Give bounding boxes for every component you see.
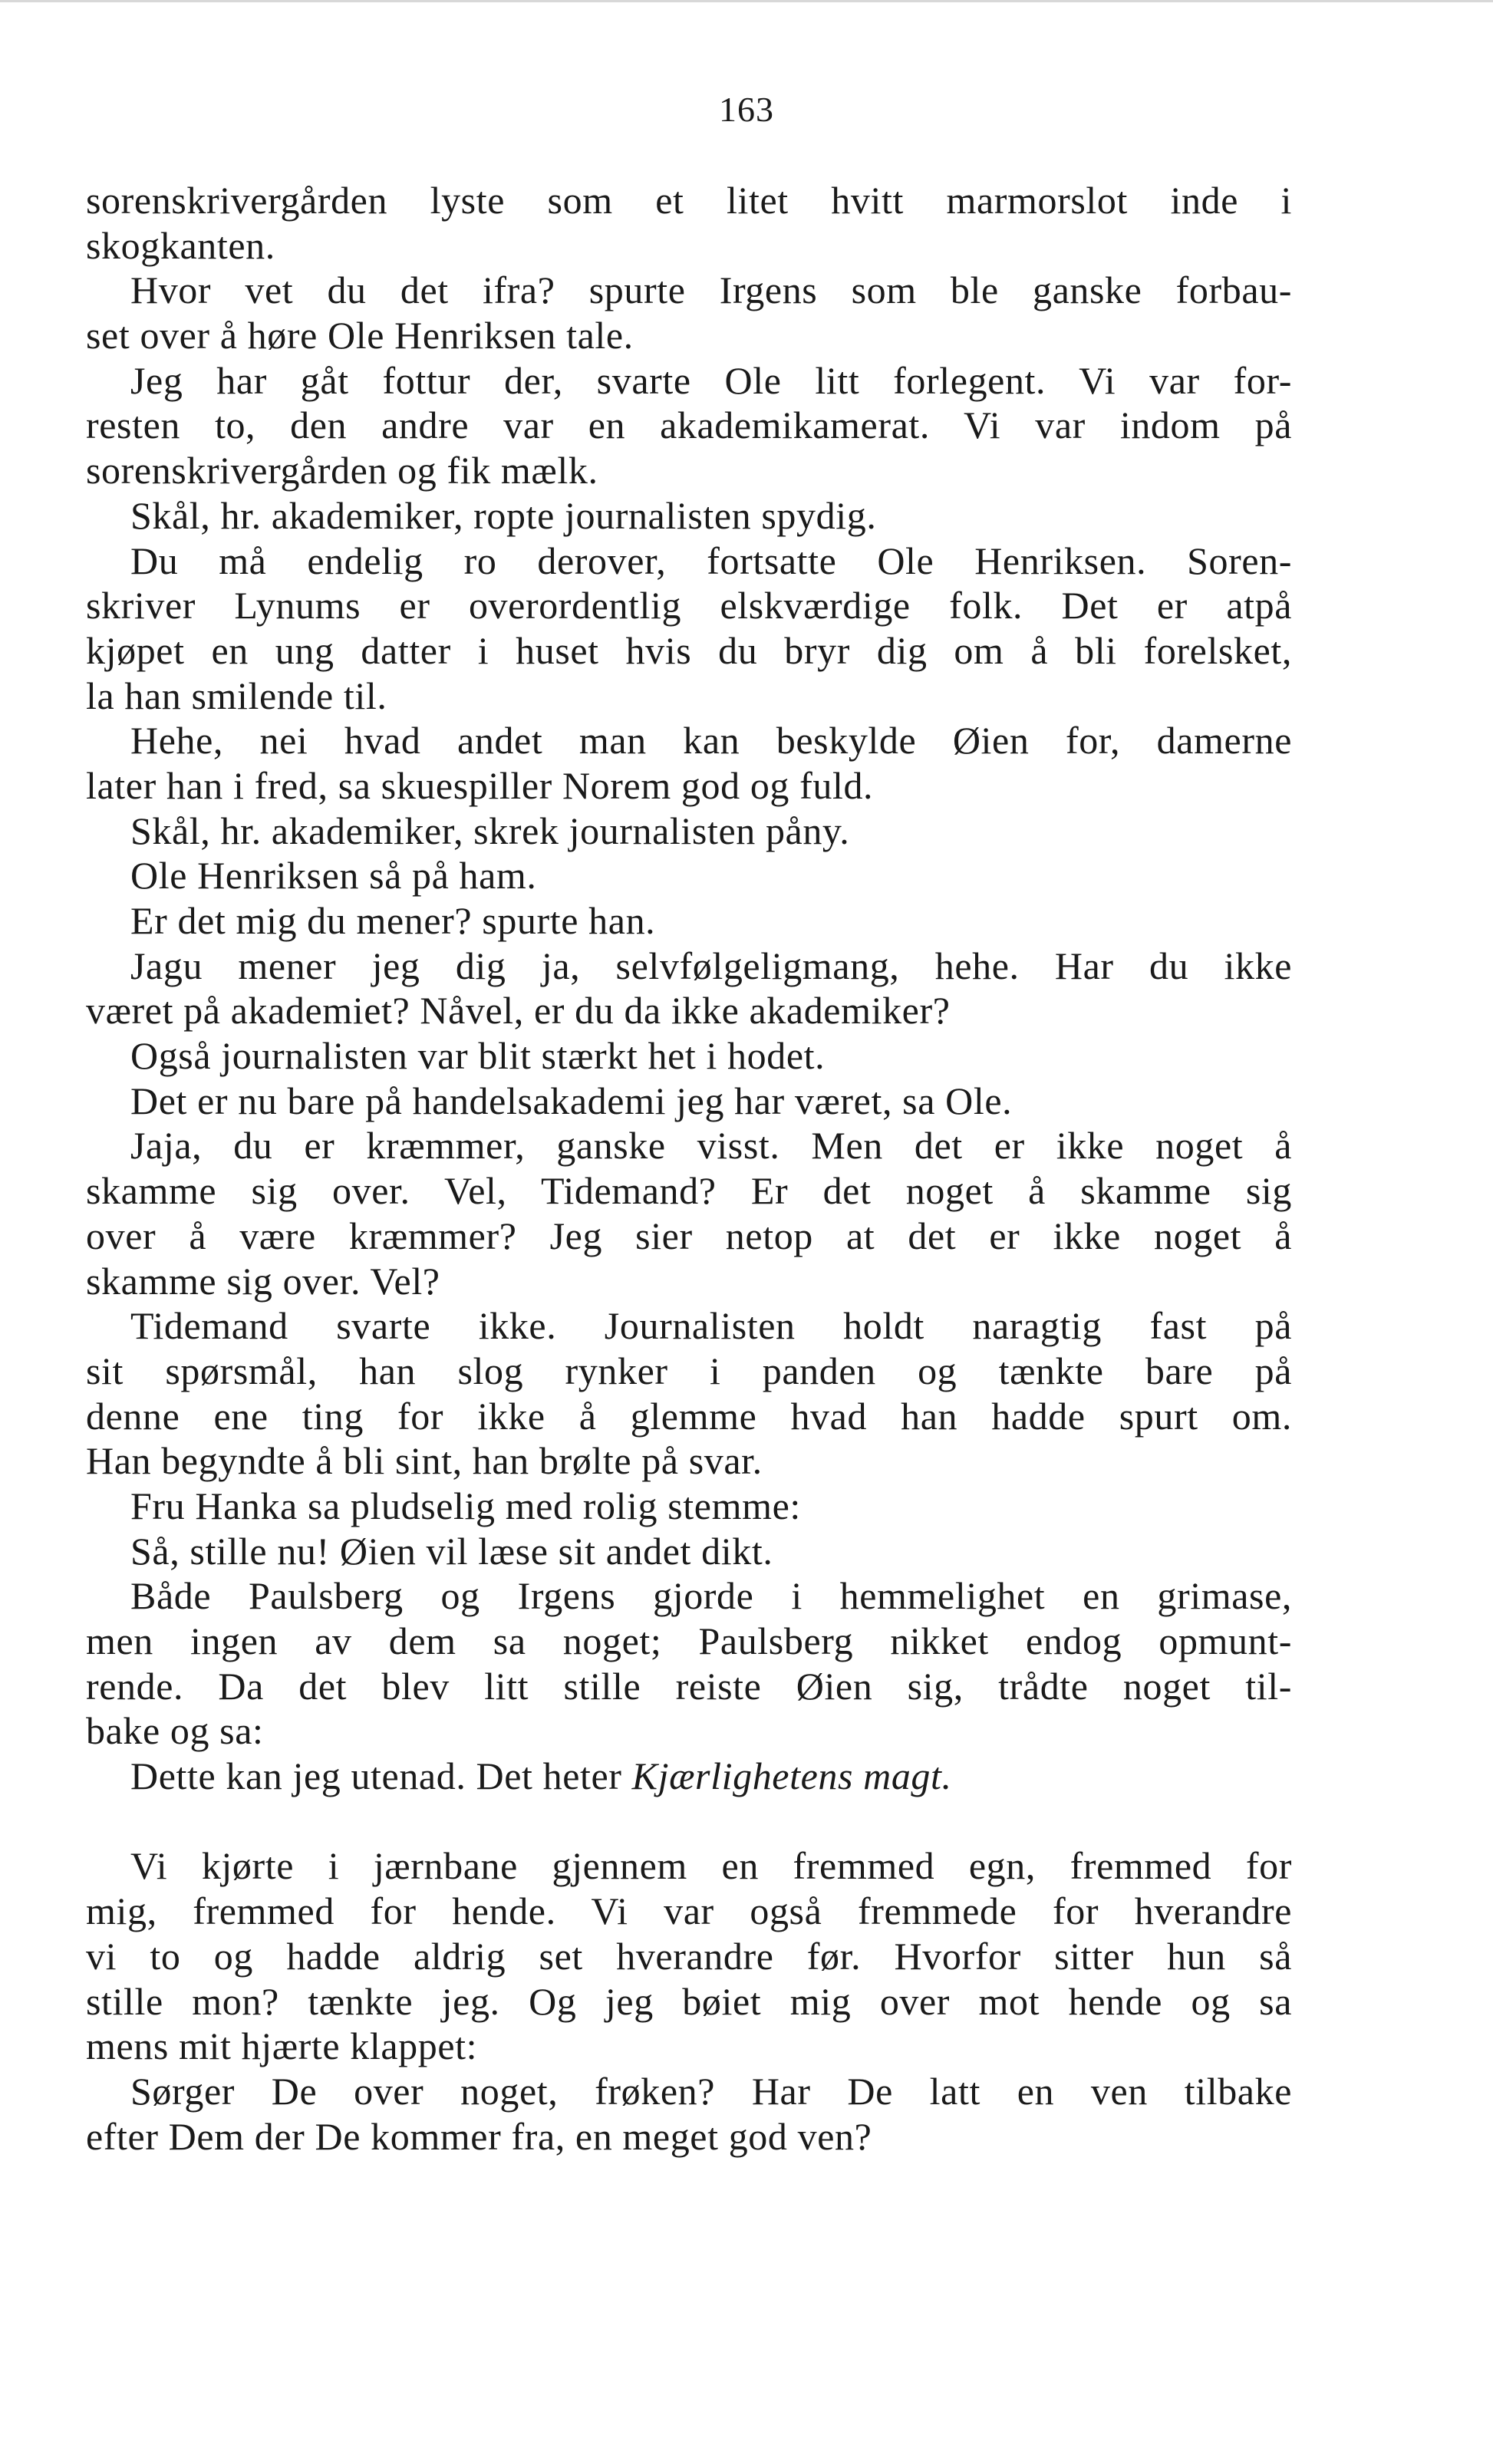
paragraph xyxy=(86,853,1292,898)
page-number: 163 xyxy=(719,90,774,129)
text-line: sorenskrivergården lyste som et litet hvitt marmorslot inde i xyxy=(86,179,1292,222)
text-line: la han smilende til. xyxy=(86,674,387,717)
text-line: skamme sig over. Vel, Tidemand? Er det noget å skamme sig xyxy=(86,1169,1292,1213)
text-line xyxy=(86,1754,1292,1799)
text-line: rende. Da det blev litt stille reiste Øien sig, trådte noget til- xyxy=(86,1664,1292,1708)
paragraph xyxy=(86,1573,1292,1754)
paragraph xyxy=(86,1529,1292,1574)
paragraph xyxy=(86,539,1292,719)
text-line: men ingen av dem sa noget; Paulsberg nikket endog opmunt- xyxy=(86,1619,1292,1662)
text-line: Skål, hr. akademiker, ropte journalisten spydig. xyxy=(130,493,877,537)
text-line: denne ene ting for ikke å glemme hvad han hadde spurt om. xyxy=(86,1394,1292,1438)
text-line: Fru Hanka sa pludselig med rolig stemme: xyxy=(130,1484,801,1527)
paragraph xyxy=(86,1123,1292,1303)
paragraph xyxy=(86,1079,1292,1124)
text-line: later han i fred, sa skuespiller Norem god og fuld. xyxy=(86,763,874,807)
text-line: skriver Lynums er overordentlig elskværdige folk. Det er atpå xyxy=(86,584,1292,628)
text-line: Han begyndte å bli sint, han brølte på svar. xyxy=(86,1439,763,1483)
text-line: skogkanten. xyxy=(86,223,275,267)
paragraph xyxy=(86,1303,1292,1484)
text-line: Sørger De over noget, frøken? Har De latt en ven tilbake xyxy=(130,2069,1292,2113)
body-text xyxy=(86,178,1292,2159)
text-line: sorenskrivergården og fik mælk. xyxy=(86,449,598,492)
section-gap xyxy=(86,1799,1292,1844)
text-line: Jagu mener jeg dig ja, selvfølgeligmang, hehe. Har du ikke xyxy=(130,944,1292,987)
paragraph xyxy=(86,1484,1292,1529)
text-line: resten to, den andre var en akademikamerat. Vi var indom på xyxy=(86,404,1292,447)
poem-intro: Dette kan jeg utenad. Det heter xyxy=(130,1754,632,1798)
text-line: Vi kjørte i jærnbane gjennem en fremmed egn, fremmed for xyxy=(130,1844,1292,1888)
text-line: Hvor vet du det ifra? spurte Irgens som ble ganske forbau- xyxy=(130,268,1292,312)
text-line: Tidemand svarte ikke. Journalisten holdt naragtig fast på xyxy=(130,1304,1292,1348)
text-line: Ole Henriksen så på ham. xyxy=(130,854,537,898)
paragraph xyxy=(86,1754,1292,1799)
text-line: vi to og hadde aldrig set hverandre før. Hvorfor sitter hun så xyxy=(86,1934,1292,1978)
paragraph xyxy=(86,944,1292,1033)
paragraph xyxy=(86,1033,1292,1079)
paragraph xyxy=(86,718,1292,808)
paragraph xyxy=(86,809,1292,854)
text-line: sit spørsmål, han slog rynker i panden og tænkte bare på xyxy=(86,1349,1292,1392)
paragraph xyxy=(86,358,1292,493)
paragraph xyxy=(86,1843,1292,2068)
text-line: Også journalisten var blit stærkt het i hodet. xyxy=(130,1034,826,1078)
text-line: Det er nu bare på handelsakademi jeg har været, sa Ole. xyxy=(130,1079,1013,1122)
text-line: stille mon? tænkte jeg. Og jeg bøiet mig over mot hende og sa xyxy=(86,1979,1292,2023)
text-line: Så, stille nu! Øien vil læse sit andet dikt. xyxy=(130,1529,773,1573)
text-line: Er det mig du mener? spurte han. xyxy=(130,899,656,942)
text-line: mens mit hjærte klappet: xyxy=(86,2024,478,2068)
text-line: været på akademiet? Nåvel, er du da ikke akademiker? xyxy=(86,989,951,1033)
text-line: Jeg har gåt fottur der, svarte Ole litt forlegent. Vi var for- xyxy=(130,358,1292,402)
text-line: Du må endelig ro derover, fortsatte Ole Henriksen. Soren- xyxy=(130,539,1292,582)
text-line: Hehe, nei hvad andet man kan beskylde Øien for, damerne xyxy=(130,719,1292,763)
text-line: over å være kræmmer? Jeg sier netop at det er ikke noget å xyxy=(86,1214,1292,1257)
text-line: bake og sa: xyxy=(86,1709,264,1753)
text-line: skamme sig over. Vel? xyxy=(86,1259,440,1303)
paragraph xyxy=(86,2069,1292,2159)
page-edge xyxy=(0,0,1493,2)
paragraph xyxy=(86,178,1292,268)
paragraph xyxy=(86,493,1292,539)
paragraph xyxy=(86,898,1292,944)
paragraph xyxy=(86,268,1292,357)
text-line: Jaja, du er kræmmer, ganske visst. Men det er ikke noget å xyxy=(130,1124,1292,1168)
text-line: kjøpet en ung datter i huset hvis du bryr dig om å bli forelsket, xyxy=(86,628,1292,672)
text-line: mig, fremmed for hende. Vi var også fremmede for hverandre xyxy=(86,1889,1292,1933)
poem-title: Kjærlighetens magt. xyxy=(631,1754,952,1798)
text-line: Både Paulsberg og Irgens gjorde i hemmelighet en grimase, xyxy=(130,1574,1292,1618)
text-line: set over å høre Ole Henriksen tale. xyxy=(86,314,634,357)
text-line: Skål, hr. akademiker, skrek journalisten påny. xyxy=(130,809,850,852)
text-line: efter Dem der De kommer fra, en meget god ven? xyxy=(86,2114,872,2158)
